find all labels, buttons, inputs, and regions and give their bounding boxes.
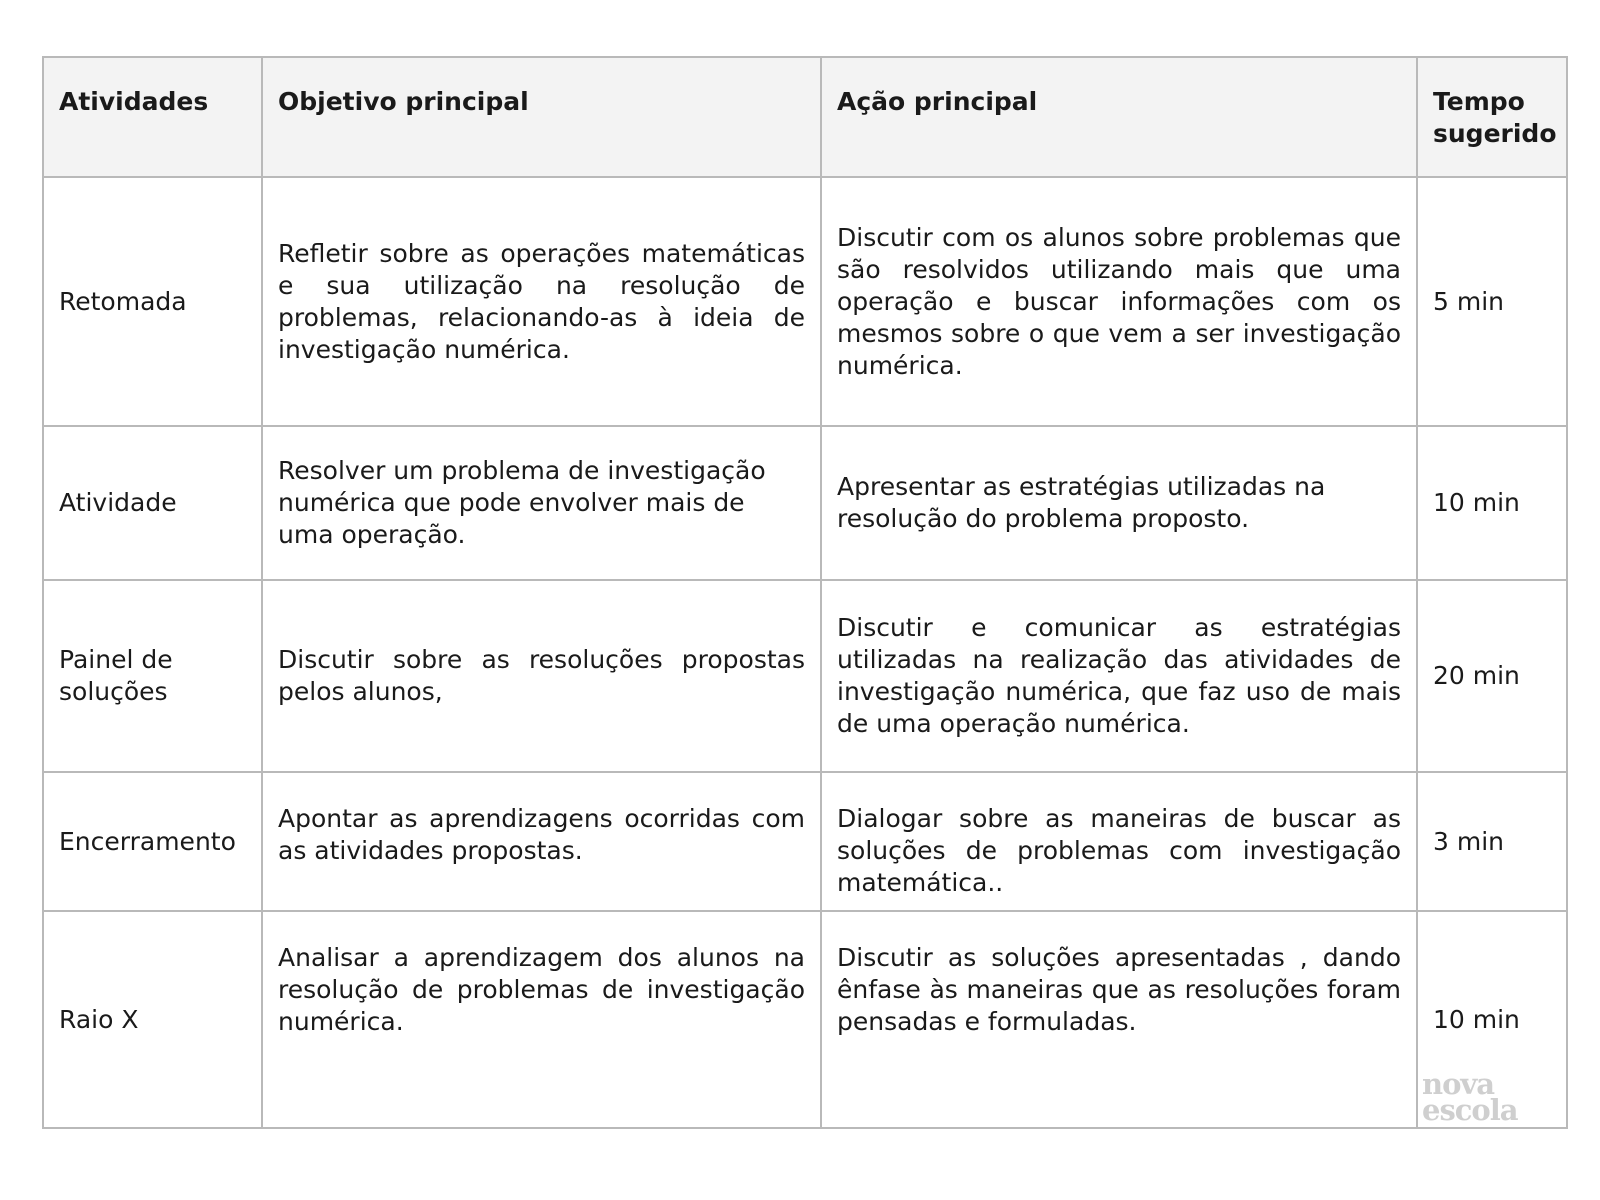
cell-tempo: 5 min xyxy=(1417,177,1567,426)
lesson-plan-table xyxy=(42,56,1568,1129)
header-atividades: Atividades xyxy=(43,57,262,177)
cell-tempo: 10 min xyxy=(1417,426,1567,580)
cell-tempo: 20 min xyxy=(1417,580,1567,772)
cell-acao: Discutir as soluções apresentadas , dando ênfase às maneiras que as resoluções foram pensadas e formuladas. xyxy=(821,911,1417,1128)
cell-objetivo: Apontar as aprendizagens ocorridas com as atividades propostas. xyxy=(262,772,821,911)
table-header-row xyxy=(43,57,1567,177)
table-row xyxy=(43,426,1567,580)
table-row xyxy=(43,911,1567,1128)
cell-atividade: Encerramento xyxy=(43,772,262,911)
cell-atividade: Retomada xyxy=(43,177,262,426)
cell-atividade: Raio X xyxy=(43,911,262,1128)
cell-acao: Apresentar as estratégias utilizadas na resolução do problema proposto. xyxy=(821,426,1417,580)
cell-atividade: Painel de soluções xyxy=(43,580,262,772)
header-acao-principal: Ação principal xyxy=(821,57,1417,177)
logo-line-2: escola xyxy=(1422,1093,1518,1127)
cell-tempo: 10 min xyxy=(1433,1004,1520,1034)
nova-escola-logo xyxy=(1422,1067,1518,1127)
header-objetivo-principal: Objetivo principal xyxy=(262,57,821,177)
cell-tempo-with-watermark xyxy=(1417,911,1567,1128)
cell-acao: Dialogar sobre as maneiras de buscar as soluções de problemas com investigação matemática.. xyxy=(821,772,1417,911)
logo-line-1: nova xyxy=(1422,1067,1495,1101)
cell-acao: Discutir e comunicar as estratégias utilizadas na realização das atividades de investigação numérica, que faz uso de mais de uma operação numérica. xyxy=(821,580,1417,772)
table-row xyxy=(43,580,1567,772)
cell-objetivo: Discutir sobre as resoluções propostas pelos alunos, xyxy=(262,580,821,772)
cell-acao: Discutir com os alunos sobre problemas que são resolvidos utilizando mais que uma operação e buscar informações com os mesmos sobre o que vem a ser investigação numérica. xyxy=(821,177,1417,426)
cell-objetivo: Refletir sobre as operações matemáticas e sua utilização na resolução de problemas, relacionando-as à ideia de investigação numérica. xyxy=(262,177,821,426)
table-row xyxy=(43,177,1567,426)
cell-atividade: Atividade xyxy=(43,426,262,580)
cell-objetivo: Resolver um problema de investigação numérica que pode envolver mais de uma operação. xyxy=(262,426,821,580)
table-row xyxy=(43,772,1567,911)
cell-tempo: 3 min xyxy=(1417,772,1567,911)
cell-objetivo: Analisar a aprendizagem dos alunos na resolução de problemas de investigação numérica. xyxy=(262,911,821,1128)
header-tempo-sugerido: Tempo sugerido xyxy=(1417,57,1567,177)
